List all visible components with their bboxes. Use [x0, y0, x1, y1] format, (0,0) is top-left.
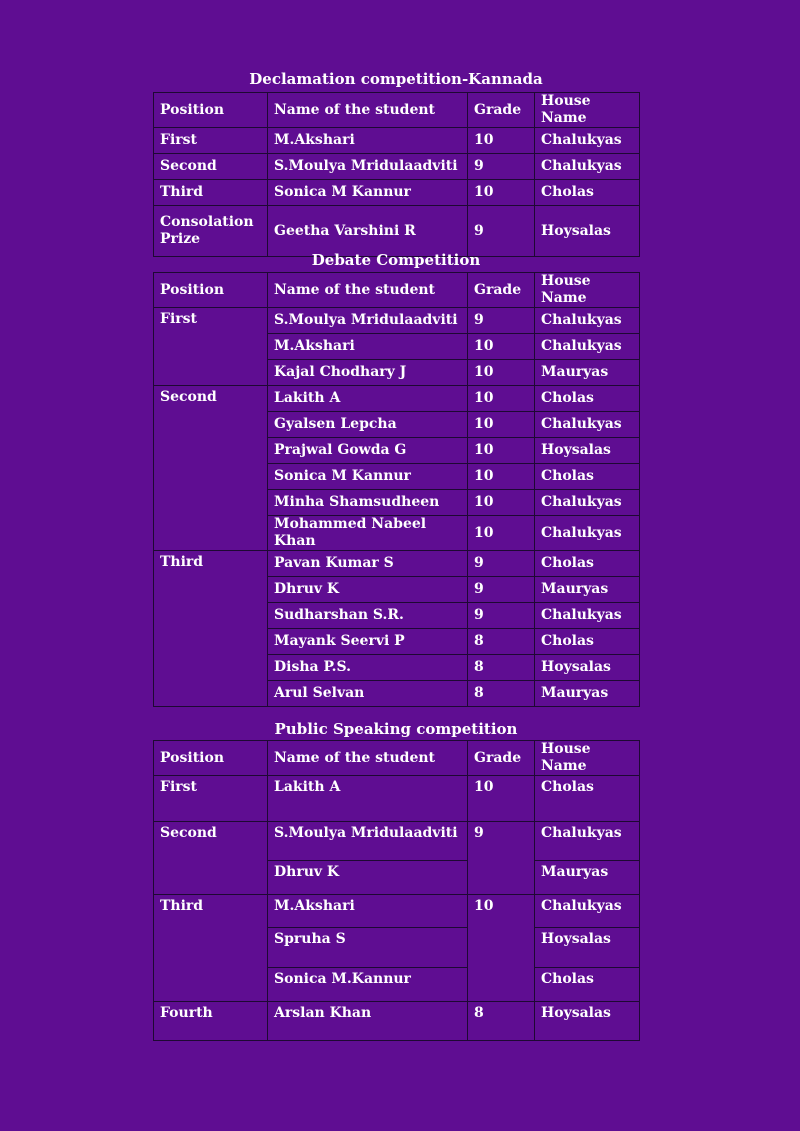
house-cell: Hoysalas — [535, 438, 640, 464]
student-name: Spruha S — [274, 931, 346, 947]
student-name-cell — [268, 928, 468, 968]
student-name-cell: Geetha Varshini R — [268, 206, 468, 257]
table-row — [154, 1002, 640, 1041]
position-cell — [154, 822, 268, 895]
position-label: Fourth — [160, 1005, 213, 1021]
student-name-cell — [268, 776, 468, 822]
house-cell: Chalukyas — [535, 412, 640, 438]
student-name: M.Akshari — [274, 898, 355, 914]
house-cell: Hoysalas — [535, 206, 640, 257]
grade-cell: 10 — [468, 360, 535, 386]
grade-cell: 10 — [468, 334, 535, 360]
house-cell — [535, 822, 640, 861]
grade-cell: 9 — [468, 206, 535, 257]
student-name-cell: Kajal Chodhary J — [268, 360, 468, 386]
header-grade: Grade — [468, 273, 535, 308]
student-name-cell: Sudharshan S.R. — [268, 603, 468, 629]
student-name-cell: Lakith A — [268, 386, 468, 412]
grade-value: 8 — [474, 1005, 484, 1021]
grade-cell: 10 — [468, 386, 535, 412]
grade-cell: 10 — [468, 438, 535, 464]
student-name: Lakith A — [274, 779, 341, 795]
student-name-cell: Pavan Kumar S — [268, 551, 468, 577]
student-name-cell: S.Moulya Mridulaadviti — [268, 154, 468, 180]
grade-cell: 10 — [468, 412, 535, 438]
table-row — [154, 128, 640, 154]
student-name-cell — [268, 968, 468, 1002]
house-cell: Cholas — [535, 464, 640, 490]
house-cell: Cholas — [535, 629, 640, 655]
position-cell: Second — [154, 154, 268, 180]
position-label: First — [160, 779, 197, 795]
house-value: Cholas — [541, 971, 594, 987]
grade-cell: 10 — [468, 128, 535, 154]
student-name-cell: Minha Shamsudheen — [268, 490, 468, 516]
header-grade: Grade — [468, 741, 535, 776]
student-name-cell: M.Akshari — [268, 128, 468, 154]
grade-cell: 10 — [468, 516, 535, 551]
position-cell — [154, 895, 268, 1002]
position-cell — [154, 776, 268, 822]
house-cell: Chalukyas — [535, 334, 640, 360]
position-label: Second — [160, 389, 217, 405]
student-name-cell: Arul Selvan — [268, 681, 468, 707]
student-name-cell — [268, 1002, 468, 1041]
house-cell: Cholas — [535, 180, 640, 206]
table-row — [154, 154, 640, 180]
student-name-cell: Prajwal Gowda G — [268, 438, 468, 464]
house-cell — [535, 895, 640, 928]
grade-cell: 9 — [468, 154, 535, 180]
grade-cell: 9 — [468, 551, 535, 577]
student-name-cell: S.Moulya Mridulaadviti — [268, 308, 468, 334]
position-cell: Consolation Prize — [154, 206, 268, 257]
table-row — [154, 551, 640, 577]
position-cell — [154, 551, 268, 707]
grade-cell: 9 — [468, 603, 535, 629]
student-name-cell: Sonica M Kannur — [268, 180, 468, 206]
house-cell: Hoysalas — [535, 655, 640, 681]
header-name: Name of the student — [268, 273, 468, 308]
grade-cell — [468, 895, 535, 1002]
student-name-cell: Dhruv K — [268, 577, 468, 603]
grade-cell — [468, 1002, 535, 1041]
debate-table — [153, 272, 640, 707]
student-name: Dhruv K — [274, 864, 340, 880]
position-label: First — [160, 311, 197, 327]
grade-value: 9 — [474, 825, 484, 841]
header-grade: Grade — [468, 93, 535, 128]
house-value: Chalukyas — [541, 898, 622, 914]
house-cell — [535, 1002, 640, 1041]
house-value: Hoysalas — [541, 931, 611, 947]
public-speaking-table — [153, 740, 640, 1041]
header-position: Position — [154, 93, 268, 128]
house-cell: Cholas — [535, 386, 640, 412]
house-cell: Mauryas — [535, 681, 640, 707]
position-label: Second — [160, 825, 217, 841]
house-value: Cholas — [541, 779, 594, 795]
position-cell — [154, 386, 268, 551]
table-row — [154, 308, 640, 334]
student-name-cell — [268, 861, 468, 895]
student-name: Sonica M.Kannur — [274, 971, 411, 987]
house-value: Hoysalas — [541, 1005, 611, 1021]
house-cell: Chalukyas — [535, 128, 640, 154]
grade-cell: 9 — [468, 577, 535, 603]
header-house: House Name — [535, 93, 640, 128]
student-name-cell: Disha P.S. — [268, 655, 468, 681]
student-name-cell: Gyalsen Lepcha — [268, 412, 468, 438]
student-name-cell: Mohammed Nabeel Khan — [268, 516, 468, 551]
grade-cell: 10 — [468, 490, 535, 516]
grade-cell: 8 — [468, 629, 535, 655]
student-name-cell: Mayank Seervi P — [268, 629, 468, 655]
student-name-cell: Sonica M Kannur — [268, 464, 468, 490]
student-name: Arslan Khan — [274, 1005, 372, 1021]
grade-cell — [468, 822, 535, 895]
table-header-row — [154, 741, 640, 776]
grade-cell: 8 — [468, 655, 535, 681]
header-position: Position — [154, 741, 268, 776]
student-name-cell — [268, 822, 468, 861]
position-cell — [154, 1002, 268, 1041]
declamation-title: Declamation competition-Kannada — [249, 70, 543, 88]
grade-value: 10 — [474, 779, 494, 795]
header-position: Position — [154, 273, 268, 308]
position-label: Third — [160, 898, 204, 914]
grade-cell: 9 — [468, 308, 535, 334]
header-name: Name of the student — [268, 93, 468, 128]
house-cell: Mauryas — [535, 577, 640, 603]
position-cell — [154, 308, 268, 386]
position-cell: Third — [154, 180, 268, 206]
grade-cell — [468, 776, 535, 822]
grade-cell: 8 — [468, 681, 535, 707]
house-cell: Chalukyas — [535, 516, 640, 551]
student-name-cell: M.Akshari — [268, 334, 468, 360]
table-row — [154, 206, 640, 257]
house-cell: Chalukyas — [535, 490, 640, 516]
grade-cell: 10 — [468, 464, 535, 490]
table-row — [154, 180, 640, 206]
debate-title: Debate Competition — [311, 251, 481, 269]
declamation-table — [153, 92, 640, 257]
house-cell — [535, 968, 640, 1002]
house-cell: Chalukyas — [535, 308, 640, 334]
house-cell: Cholas — [535, 551, 640, 577]
house-cell — [535, 928, 640, 968]
position-label: Third — [160, 554, 204, 570]
header-name: Name of the student — [268, 741, 468, 776]
table-header-row — [154, 93, 640, 128]
table-header-row — [154, 273, 640, 308]
header-house: House Name — [535, 741, 640, 776]
house-cell: Mauryas — [535, 360, 640, 386]
position-cell: First — [154, 128, 268, 154]
grade-value: 10 — [474, 898, 494, 914]
header-house: House Name — [535, 273, 640, 308]
grade-cell: 10 — [468, 180, 535, 206]
house-cell: Chalukyas — [535, 603, 640, 629]
student-name-cell — [268, 895, 468, 928]
house-cell — [535, 776, 640, 822]
student-name: S.Moulya Mridulaadviti — [274, 825, 458, 841]
public-speaking-title: Public Speaking competition — [274, 720, 518, 738]
house-cell — [535, 861, 640, 895]
house-value: Mauryas — [541, 864, 609, 880]
table-row — [154, 386, 640, 412]
house-cell: Chalukyas — [535, 154, 640, 180]
table-row — [154, 822, 640, 861]
house-value: Chalukyas — [541, 825, 622, 841]
table-row — [154, 776, 640, 822]
table-row — [154, 895, 640, 928]
